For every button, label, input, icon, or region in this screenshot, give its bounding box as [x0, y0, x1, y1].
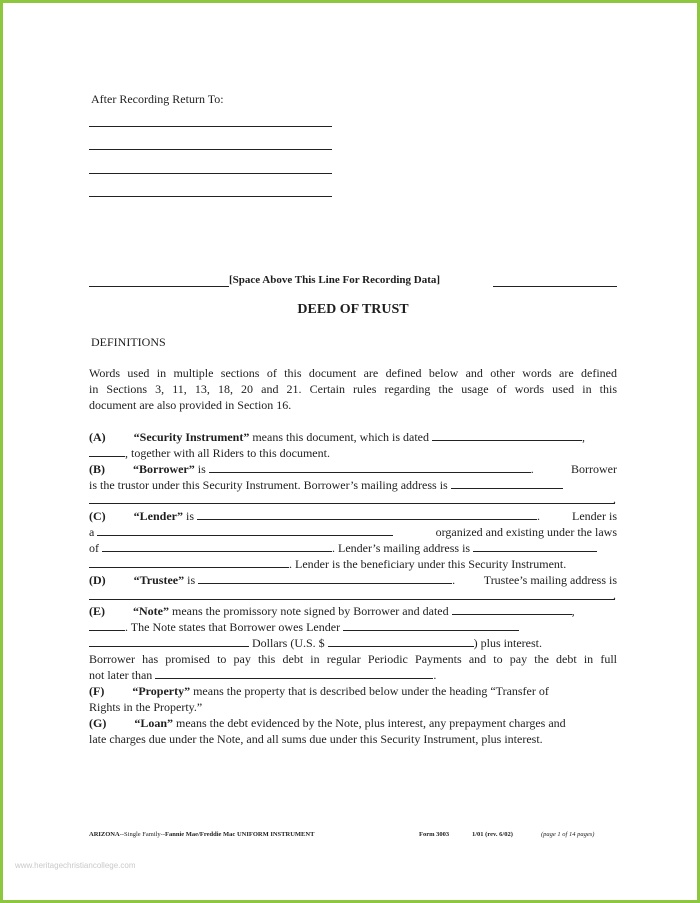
lender-name-blank [197, 508, 537, 520]
return-address-line-3 [89, 173, 332, 174]
section-e-text-2: The Note states that Borrower owes Lender [130, 620, 341, 634]
section-a-line-1: (A) “Security Instrument” means this document, which is dated , [89, 430, 585, 444]
section-b-tail: Borrower [571, 462, 617, 476]
section-f-line-2: Rights in the Property.” [89, 700, 203, 714]
section-c-of: of [89, 541, 99, 555]
section-c-organized: organized and existing under the laws [435, 525, 617, 539]
section-a-term: “Security Instrument” [133, 430, 250, 444]
section-d-tail: Trustee’s mailing address is [483, 573, 617, 587]
section-c-a: a [89, 525, 95, 539]
note-date-blank-2 [89, 619, 125, 631]
note-amount-words-blank [343, 619, 519, 631]
section-e-term: “Note” [133, 604, 169, 618]
maturity-date-blank [155, 667, 433, 679]
section-e-dollars: Dollars (U.S. $ [252, 636, 325, 650]
section-b-letter: (B) [89, 462, 105, 476]
lender-address-blank [473, 540, 597, 552]
note-amount-words-blank-2 [89, 635, 249, 647]
section-b-line-2 [89, 477, 617, 493]
section-b-text-2: is the trustor under this Security Instrument. Borrower’s mailing address is [89, 478, 448, 492]
intro-line-1: Words used in multiple sections of this document are defined below and other words are defined [89, 366, 617, 380]
section-g-term: “Loan” [134, 716, 174, 730]
footer-left [89, 831, 314, 839]
section-e-text-1: means the promissory note signed by Borrower and dated [172, 604, 449, 618]
section-e-line-3 [89, 635, 617, 651]
section-c-line-3: of . Lender’s mailing address is [89, 540, 617, 556]
section-c-term: “Lender” [133, 509, 184, 523]
section-c-tail: Lender is [572, 509, 617, 523]
footer-page: (page 1 of 14 pages) [541, 831, 595, 838]
trustee-name-blank [198, 572, 452, 584]
borrower-name-blank [209, 461, 531, 473]
section-e-line-5: not later than . [89, 668, 437, 682]
section-f-line-1 [89, 683, 617, 699]
footer-rev: 1/01 (rev. 6/02) [472, 831, 513, 838]
section-c-letter: (C) [89, 509, 106, 523]
borrower-address-line [89, 503, 615, 504]
section-g-text-1: means the debt evidenced by the Note, plus interest, any prepayment charges and [176, 716, 566, 730]
lender-state-blank [102, 540, 332, 552]
period-mark-2: . [613, 588, 616, 602]
note-amount-blank [328, 635, 474, 647]
return-address-line-4 [89, 196, 332, 197]
date-blank [432, 429, 582, 441]
section-f-term: “Property” [132, 684, 191, 698]
intro-line-3: document are also provided in Section 16. [89, 398, 292, 412]
recording-rule-right [493, 286, 617, 287]
section-e-line-2: . The Note states that Borrower owes Lender [89, 619, 617, 635]
lender-type-blank [97, 524, 393, 536]
section-e-plus: ) plus interest. [473, 636, 542, 650]
section-e-text-5: not later than [89, 668, 153, 682]
footer-desc: --Single Family-- [119, 831, 166, 838]
definitions-heading: DEFINITIONS [91, 335, 166, 349]
section-d-letter: (D) [89, 573, 106, 587]
section-a-line-2 [89, 445, 330, 461]
section-g-line-2: late charges due under the Note, and all sums due under this Security Instrument, plus interest. [89, 732, 543, 746]
section-d-line-1: (D) “Trustee” is . Trustee’s mailing address is [89, 573, 617, 587]
lender-address-blank-2 [89, 556, 289, 568]
return-address-line-2 [89, 149, 332, 150]
recording-data-label: [Space Above This Line For Recording Data] [229, 274, 441, 286]
section-d-term: “Trustee” [133, 573, 185, 587]
return-to-label: After Recording Return To: [91, 92, 224, 106]
section-a-letter: (A) [89, 430, 106, 444]
note-date-blank [452, 603, 572, 615]
intro-line-2: in Sections 3, 11, 13, 18, 20 and 21. Certain rules regarding the usage of words used in this [89, 382, 617, 396]
watermark: www.heritagechristiancollege.com [15, 861, 136, 870]
footer-form: Form 3003 [419, 831, 450, 838]
section-g-letter: (G) [89, 716, 107, 730]
section-f-letter: (F) [89, 684, 105, 698]
section-b-term: “Borrower” [133, 462, 195, 476]
date-blank-2 [89, 445, 125, 457]
footer-instrument: Fannie Mae/Freddie Mac UNIFORM INSTRUMENT [165, 831, 315, 838]
section-c-is: is [186, 509, 195, 523]
section-c-line-2 [89, 524, 617, 540]
document-title: DEED OF TRUST [297, 302, 409, 317]
section-c-mailing: Lender’s mailing address is [338, 541, 471, 555]
section-e-line-4: Borrower has promised to pay this debt in regular Periodic Payments and to pay the debt in full [89, 652, 617, 666]
trustee-address-line [89, 599, 615, 600]
section-f-text-1: means the property that is described below under the heading “Transfer of [193, 684, 549, 698]
section-d-is: is [187, 573, 196, 587]
section-e-letter: (E) [89, 604, 105, 618]
section-c-line-1: (C) “Lender” is . Lender is [89, 509, 617, 523]
section-g-line-1 [89, 715, 617, 731]
footer-state: ARIZONA [89, 831, 120, 838]
section-b-is: is [197, 462, 206, 476]
borrower-address-blank [451, 477, 563, 489]
section-c-line-4: . Lender is the beneficiary under this Security Instrument. [89, 556, 617, 572]
recording-rule-left [89, 286, 229, 287]
period-mark: . [613, 492, 616, 506]
section-a-text-2: , together with all Riders to this document. [125, 446, 330, 460]
return-address-line-1 [89, 126, 332, 127]
section-a-text: means this document, which is dated [252, 430, 429, 444]
section-e-line-1: (E) “Note” means the promissory note signed by Borrower and dated , [89, 604, 575, 618]
section-c-beneficiary: Lender is the beneficiary under this Security Instrument. [295, 557, 567, 571]
section-b-line-1: (B) “Borrower” is . Borrower [89, 462, 617, 476]
